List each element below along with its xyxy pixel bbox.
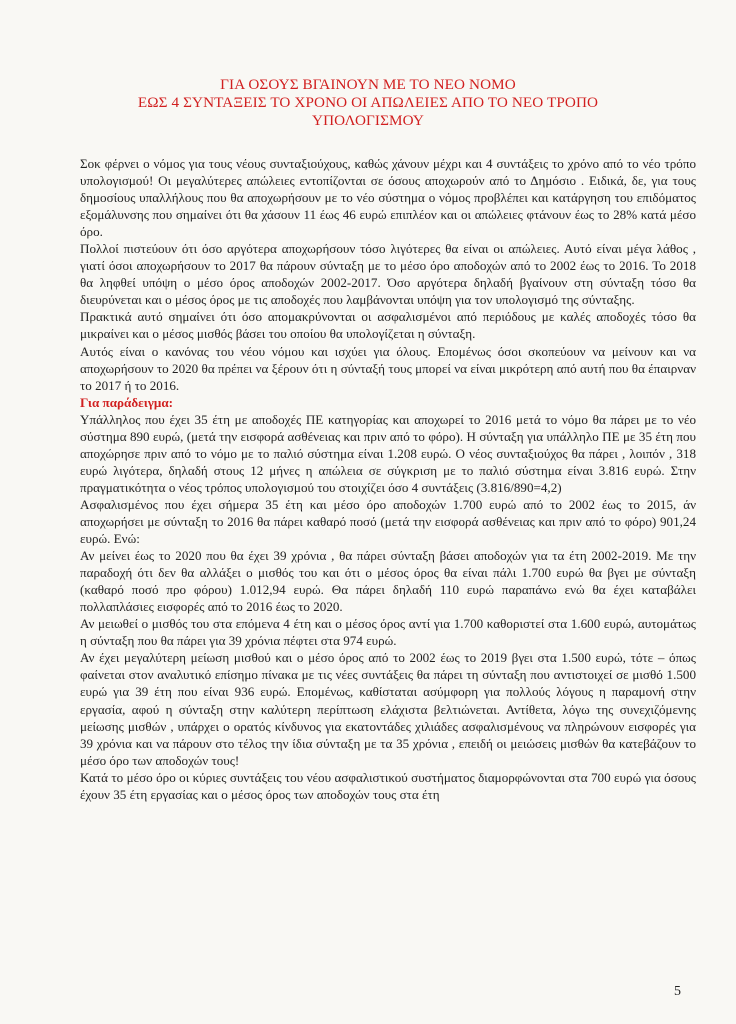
example-paragraph: Ασφαλισμένος που έχει σήμερα 35 έτη και μέσο όρο αποδοχών 1.700 ευρώ από το 2002 έως το 2015, άν αποχωρήσει με σύνταξη το 2016 θα πάρει καθαρό ποσό (μετά την εισφορά ασθένειας και πριν από το φόρο) 901,24 ευρώ. Ενώ: <box>80 496 696 547</box>
page-number: 5 <box>674 984 681 999</box>
body-paragraph: Πολλοί πιστεύουν ότι όσο αργότερα αποχωρήσουν τόσο λιγότερες θα είναι οι απώλειες. Αυτό είναι μέγα λάθος , γιατί όσοι αποχωρήσουν το 2017 θα πάρουν σύνταξη με το μέσο όρο αποδοχών από το 2002 έως το 2016. Το 2018 θα ληφθεί υπόψη ο μέσο όρος αποδοχών 2002-2017. Όσο αργότερα δηλαδή βγαίνουν στη σύνταξη τόσο θα διευρύνεται και ο μέσος όρος με τις αποδοχές που λαμβάνονται υπόψη για τον υπολογισμό της σύνταξης. <box>80 241 696 308</box>
example-paragraph: Υπάλληλος που έχει 35 έτη με αποδοχές ΠΕ κατηγορίας και αποχωρεί το 2016 μετά το νόμο θα πάρει με το νέο σύστημα 890 ευρώ, (μετά την εισφορά ασθένειας και πριν από το φόρο). Η σύνταξη για υπάλληλο ΠΕ με 35 έτη που αποχώρησε πριν από το νόμο με το παλιό σύστημα είναι 1.208 ευρώ. Ο νέος συνταξιούχος θα πάρει , λοιπόν , 318 ευρώ λιγότερα, δηλαδή στους 12 μήνες η απώλεια σε σύγκριση με το παλιό σύστημα είναι 3.816 ευρώ. Στην πραγματικότητα ο νέος τρόπος υπολογισμού του στοιχίζει όσο 4 συντάξεις (3.816/890=4,2) <box>80 411 696 495</box>
body-paragraph: Πρακτικά αυτό σημαίνει ότι όσο απομακρύνονται οι ασφαλισμένοι από περιόδους με καλές αποδοχές τόσο θα μικραίνει και ο μέσος μισθός βάσει του οποίου θα υπολογίζεται η σύνταξη. <box>80 309 696 342</box>
example-paragraph: Αν μειωθεί ο μισθός του στα επόμενα 4 έτη και ο μέσος όρος αντί για 1.700 καθοριστεί στα 1.600 ευρώ, αυτομάτως η σύνταξη που θα πάρει για 39 χρόνια πέφτει στα 974 ευρώ. <box>80 616 696 649</box>
example-paragraph: Αν μείνει έως το 2020 που θα έχει 39 χρόνια , θα πάρει σύνταξη βάσει αποδοχών για τα έτη 2002-2019. Με την παραδοχή ότι δεν θα αλλάξει ο μισθός του και ότι ο μέσος όρος θα είναι πάλι 1.700 ευρώ θα βγει με σύνταξη (καθαρό ποσό προ φόρου) 1.012,94 ευρώ. Θα πάρει δηλαδή 110 ευρώ παραπάνω ενώ θα έχει καταβάλει πολλαπλάσιες εισφορές από το 2016 έως το 2020. <box>80 548 696 615</box>
body-paragraph: Αυτός είναι ο κανόνας του νέου νόμου και ισχύει για όλους. Επομένως όσοι σκοπεύουν να μείνουν και να αποχωρήσουν το 2020 θα πρέπει να ξέρουν ότι η σύνταξή τους μπορεί να είναι μικρότερη από αυτή που θα έπαιρναν το 2017 ή το 2016. <box>80 343 696 393</box>
title-line: ΥΠΟΛΟΓΙΣΜΟΥ <box>312 112 424 129</box>
example-paragraph: Αν έχει μεγαλύτερη μείωση μισθού και ο μέσο όρος από το 2002 έως το 2019 βγει στα 1.500 ευρώ, τότε – όπως φαίνεται στον αναλυτικό επίσημο πίνακα με τις νέες συντάξεις θα πάρει τη σύνταξη που αντιστοιχεί σε μισθό 1.500 ευρώ για 39 έτη που είναι 936 ευρώ. Επομένως, καθίσταται ασύμφορη για πολλούς λόγους η παραμονή στην εργασία, αφού η σύνταξη στην καλύτερη περίπτωση ελάχιστα βελτιώνεται. Αντίθετα, λόγω της συνεχιζόμενης μείωσης μισθών , υπάρχει ο ορατός κίνδυνος για εκατοντάδες χιλιάδες ασφαλισμένους να πληρώνουν εισφορές για 39 χρόνια και να πάρουν στο τέλος την ίδια σύνταξη με τα 35 χρόνια , επειδή οι μειώσεις μισθών θα κατεβάζουν το μέσο όρο των αποδοχών τους! <box>80 650 696 768</box>
title-line: ΕΩΣ 4 ΣΥΝΤΑΞΕΙΣ ΤΟ ΧΡΟΝΟ ΟΙ ΑΠΩΛΕΙΕΣ ΑΠΟ ΤΟ ΝΕΟ ΤΡΟΠΟ <box>137 94 599 111</box>
example-paragraph: Κατά το μέσο όρο οι κύριες συντάξεις του νέου ασφαλιστικού συστήματος διαμορφώνονται στα 700 ευρώ για όσους έχουν 35 έτη εργασίας και ο μέσος όρος των αποδοχών τους στα έτη <box>80 769 696 802</box>
title-line: ΓΙΑ ΟΣΟΥΣ ΒΓΑΙΝΟΥΝ ΜΕ ΤΟ ΝΕΟ ΝΟΜΟ <box>220 76 516 93</box>
body-paragraph: Σοκ φέρνει ο νόμος για τους νέους συνταξιούχους, καθώς χάνουν μέχρι και 4 συντάξεις το χρόνο από το νέο τρόπο υπολογισμού! Οι μεγαλύτερες απώλειες εντοπίζονται σε όσους αποχωρούν από το Δημόσιο . Ειδικά, δε, για τους δημοσίους υπαλλήλους που θα αποχωρήσουν με το νέο σύστημα ο νόμος προβλέπει και κατάργηση του επιδόματος εξομάλυνσης που σημαίνει ότι θα χάσουν 11 έως 46 ευρώ επιπλέον και οι απώλειες φτάνουν έως το 28% κατά μέσο όρο. <box>80 156 696 240</box>
document-body <box>80 155 696 803</box>
example-heading: Για παράδειγμα: <box>80 394 173 410</box>
document-title <box>110 76 626 130</box>
